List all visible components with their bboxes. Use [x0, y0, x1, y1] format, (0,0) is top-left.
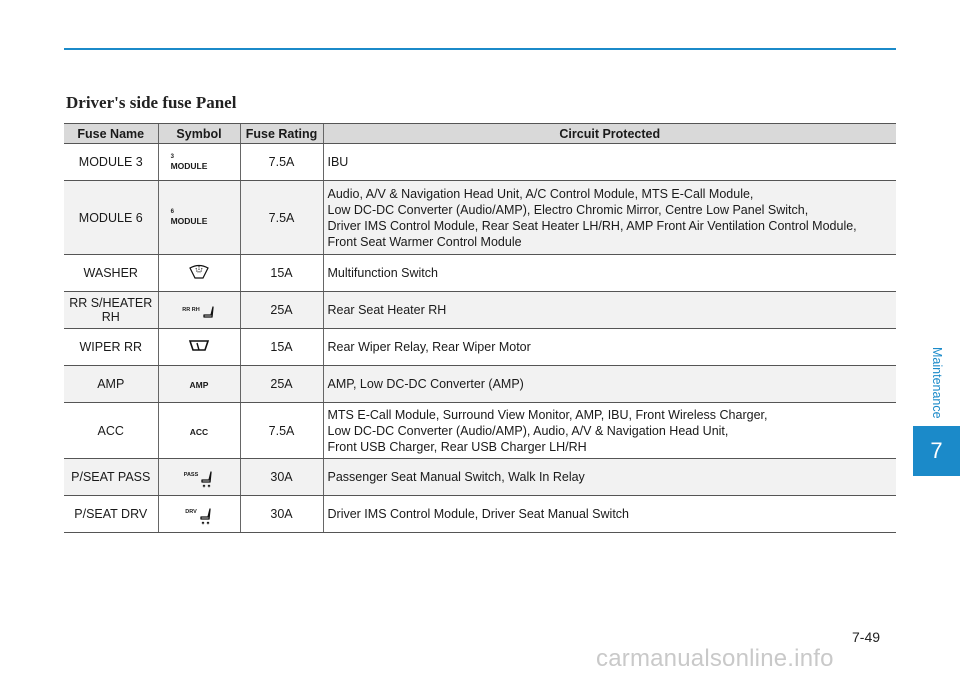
- symbol-label: PASS: [183, 472, 199, 478]
- amp-symbol: AMP: [189, 380, 209, 390]
- fuse-rating-cell: 25A: [240, 292, 323, 329]
- fuse-name-cell: WIPER RR: [64, 329, 158, 366]
- table-row: [64, 459, 896, 496]
- circuit-protected-cell: [323, 181, 896, 255]
- symbol-label: DRV: [185, 509, 197, 515]
- symbol-label: RR RH: [182, 307, 200, 313]
- table-row: [64, 181, 896, 255]
- rear-seat-heater-icon: [182, 306, 215, 320]
- fuse-name-cell: MODULE 6: [64, 181, 158, 255]
- fuse-rating-cell: 25A: [240, 366, 323, 403]
- fuse-name-cell: P/SEAT PASS: [64, 459, 158, 496]
- fuse-rating-cell: 7.5A: [240, 144, 323, 181]
- table-row: [64, 292, 896, 329]
- symbol-cell: [158, 459, 240, 496]
- top-rule: [64, 48, 896, 50]
- circuit-protected-cell: [323, 292, 896, 329]
- circuit-protected-cell: [323, 329, 896, 366]
- header-symbol: Symbol: [158, 124, 240, 144]
- symbol-cell: [158, 329, 240, 366]
- table-row: [64, 366, 896, 403]
- circuit-line: AMP, Low DC-DC Converter (AMP): [327, 377, 524, 391]
- symbol-number: 3: [170, 153, 174, 160]
- fuse-rating-cell: 30A: [240, 496, 323, 533]
- fuse-name-cell: RR S/HEATER RH: [64, 292, 158, 329]
- symbol-label: MODULE: [170, 160, 208, 171]
- header-circuit-protected: Circuit Protected: [323, 124, 896, 144]
- circuit-line: Front Seat Warmer Control Module: [327, 234, 522, 249]
- module-6-symbol: [171, 208, 208, 226]
- fuse-rating-cell: 15A: [240, 255, 323, 292]
- symbol-cell: [158, 255, 240, 292]
- symbol-cell: [158, 403, 240, 459]
- circuit-line: Front USB Charger, Rear USB Charger LH/RH: [327, 439, 587, 454]
- chapter-tab[interactable]: 7: [913, 426, 960, 476]
- driver-power-seat-icon: [185, 508, 213, 526]
- fuse-table: [64, 123, 896, 533]
- section-title: Driver's side fuse Panel: [66, 93, 237, 112]
- symbol-number: 6: [170, 209, 174, 215]
- circuit-line: Driver IMS Control Module, Rear Seat Heater LH/RH, AMP Front Air Ventilation Control Module,: [327, 218, 857, 233]
- circuit-line: Low DC-DC Converter (Audio/AMP), Electro Chromic Mirror, Centre Low Panel Switch,: [327, 202, 809, 217]
- fuse-rating-cell: 7.5A: [240, 181, 323, 255]
- washer-icon: [188, 269, 210, 283]
- circuit-protected-cell: [323, 366, 896, 403]
- rear-wiper-icon: [188, 343, 210, 357]
- circuit-protected-cell: [323, 496, 896, 533]
- table-header-row: [64, 124, 896, 144]
- page-number: 7-49: [852, 629, 881, 645]
- circuit-line: Audio, A/V & Navigation Head Unit, A/C Control Module, MTS E-Call Module,: [327, 186, 754, 201]
- symbol-cell: [158, 366, 240, 403]
- table-row: [64, 403, 896, 459]
- symbol-cell: [158, 144, 240, 181]
- fuse-name-cell: ACC: [64, 403, 158, 459]
- circuit-line: MTS E-Call Module, Surround View Monitor, AMP, IBU, Front Wireless Charger,: [327, 407, 768, 422]
- table-row: [64, 496, 896, 533]
- symbol-cell: [158, 496, 240, 533]
- table-row: [64, 329, 896, 366]
- fuse-rating-cell: 30A: [240, 459, 323, 496]
- symbol-cell: [158, 292, 240, 329]
- symbol-label: MODULE: [170, 216, 208, 226]
- circuit-line: Rear Seat Heater RH: [327, 303, 447, 317]
- circuit-protected-cell: [323, 255, 896, 292]
- circuit-line: Low DC-DC Converter (Audio/AMP), Audio, A/V & Navigation Head Unit,: [327, 423, 729, 438]
- circuit-line: Multifunction Switch: [327, 266, 438, 280]
- passenger-power-seat-icon: [184, 471, 215, 489]
- watermark: carmanualsonline.info: [596, 645, 834, 672]
- fuse-name-cell: P/SEAT DRV: [64, 496, 158, 533]
- table-row: [64, 144, 896, 181]
- circuit-protected-cell: [323, 459, 896, 496]
- chapter-label: Maintenance: [930, 347, 944, 419]
- circuit-line: Rear Wiper Relay, Rear Wiper Motor: [327, 340, 531, 354]
- fuse-name-cell: AMP: [64, 366, 158, 403]
- circuit-line: IBU: [327, 155, 349, 169]
- symbol-cell: [158, 181, 240, 255]
- circuit-protected-cell: [323, 144, 896, 181]
- module-3-symbol: [171, 153, 208, 171]
- fuse-name-cell: MODULE 3: [64, 144, 158, 181]
- fuse-name-cell: WASHER: [64, 255, 158, 292]
- fuse-rating-cell: 7.5A: [240, 403, 323, 459]
- circuit-protected-cell: [323, 403, 896, 459]
- fuse-rating-cell: 15A: [240, 329, 323, 366]
- header-fuse-rating: Fuse Rating: [240, 124, 323, 144]
- circuit-line: Passenger Seat Manual Switch, Walk In Relay: [327, 470, 585, 484]
- circuit-line: Driver IMS Control Module, Driver Seat Manual Switch: [327, 507, 629, 521]
- acc-symbol: ACC: [189, 426, 209, 437]
- table-row: [64, 255, 896, 292]
- header-fuse-name: Fuse Name: [64, 124, 158, 144]
